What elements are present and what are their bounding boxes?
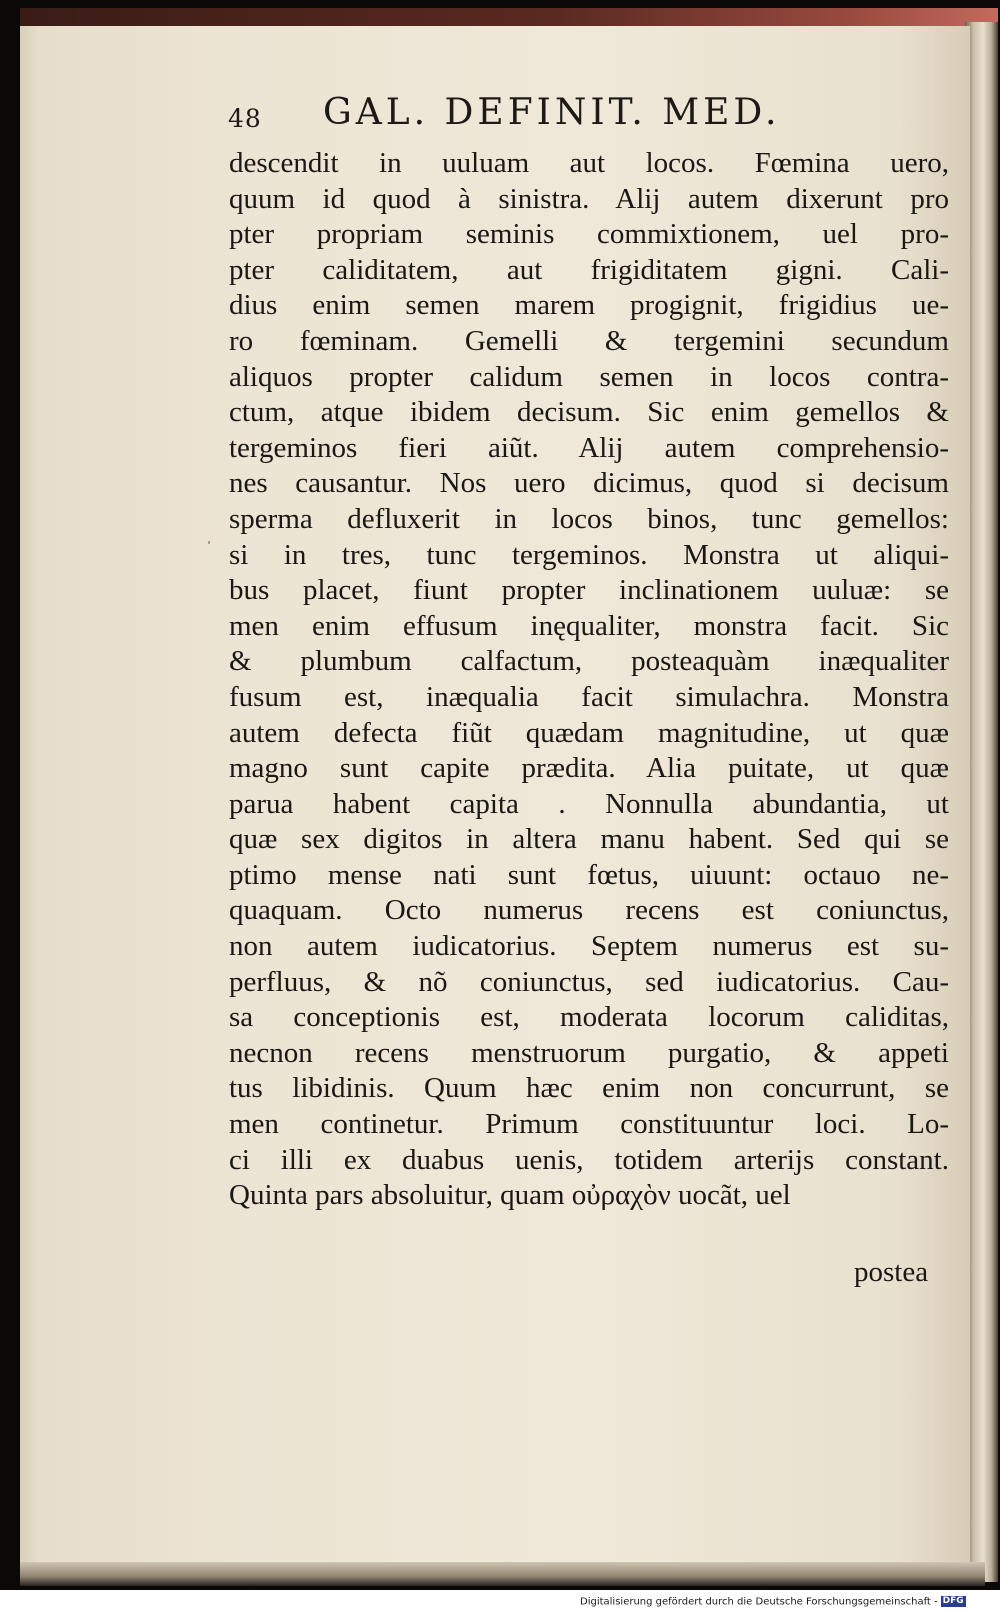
- text-line: pter propriam seminis commixtionem, uel pro-: [229, 218, 949, 251]
- text-line: autem defecta fiũt quædam magnitudine, ut quæ: [229, 716, 949, 749]
- catchword: postea: [854, 1256, 929, 1288]
- text-line: ci illi ex duabus uenis, totidem arterijs constant.: [229, 1143, 949, 1176]
- book-bottom-edge: [20, 1562, 985, 1586]
- text-line: si in tres, tunc tergeminos. Monstra ut aliqui-: [229, 538, 949, 571]
- text-line: ptimo mense nati sunt fœtus, uiuunt: octauo ne-: [229, 858, 949, 891]
- body-text: [229, 146, 949, 1214]
- text-line: men enim effusum inęqualiter, monstra facit. Sic: [229, 609, 949, 642]
- text-line: tergeminos fieri aiũt. Alij autem comprehensio-: [229, 431, 949, 464]
- text-line: ro fœminam. Gemelli & tergemini secundum: [229, 324, 949, 357]
- text-line: aliquos propter calidum semen in locos contra-: [229, 360, 949, 393]
- text-line: dius enim semen marem progignit, frigidius ue-: [229, 289, 949, 322]
- text-line: perfluus, & nõ coniunctus, sed iudicatorius. Cau-: [229, 965, 949, 998]
- text-line: necnon recens menstruorum purgatio, & appeti: [229, 1036, 949, 1069]
- running-title: GAL. DEFINIT. MED.: [323, 92, 781, 133]
- text-line: bus placet, fiunt propter inclinationem uuluæ: se: [229, 574, 949, 607]
- text-line: sa conceptionis est, moderata locorum caliditas,: [229, 1001, 949, 1034]
- page-number: 48: [228, 104, 262, 133]
- text-line: fusum est, inæqualia facit simulachra. Monstra: [229, 680, 949, 713]
- text-line: quum id quod à sinistra. Alij autem dixerunt pro: [229, 182, 949, 215]
- text-line: descendit in uuluam aut locos. Fœmina uero,: [229, 147, 949, 179]
- digitization-credit: [580, 1596, 966, 1608]
- text-line: tus libidinis. Quum hæc enim non concurrunt, se: [229, 1072, 949, 1105]
- text-line: men continetur. Primum constituuntur loci. Lo-: [229, 1108, 949, 1141]
- margin-mark: ˌ: [206, 524, 212, 544]
- dfg-logo-icon: DFG: [942, 1596, 964, 1606]
- credit-text: Digitalisierung gefördert durch die Deutsche Forschungsgemeinschaft -: [580, 1596, 938, 1608]
- text-line: ctum, atque ibidem decisum. Sic enim gemellos &: [229, 396, 949, 429]
- text-line: pter caliditatem, aut frigiditatem gigni. Cali-: [229, 253, 949, 286]
- book-top-edge: [20, 8, 998, 26]
- text-line: & plumbum calfactum, posteaquàm inæqualiter: [229, 645, 949, 678]
- text-line: magno sunt capite prædita. Alia puitate, ut quæ: [229, 752, 949, 785]
- page-header: [228, 92, 928, 142]
- text-line: Quinta pars absoluitur, quam οὐραχὸν uocãt, uel: [229, 1179, 791, 1212]
- text-line: sperma defluxerit in locos binos, tunc gemellos:: [229, 502, 949, 535]
- text-line: nes causantur. Nos uero dicimus, quod si decisum: [229, 467, 949, 500]
- text-line: non autem iudicatorius. Septem numerus est su-: [229, 930, 949, 963]
- text-line: parua habent capita . Nonnulla abundantia, ut: [229, 787, 949, 820]
- text-line: quaquam. Octo numerus recens est coniunctus,: [229, 894, 949, 927]
- text-line: quæ sex digitos in altera manu habent. Sed qui se: [229, 823, 949, 856]
